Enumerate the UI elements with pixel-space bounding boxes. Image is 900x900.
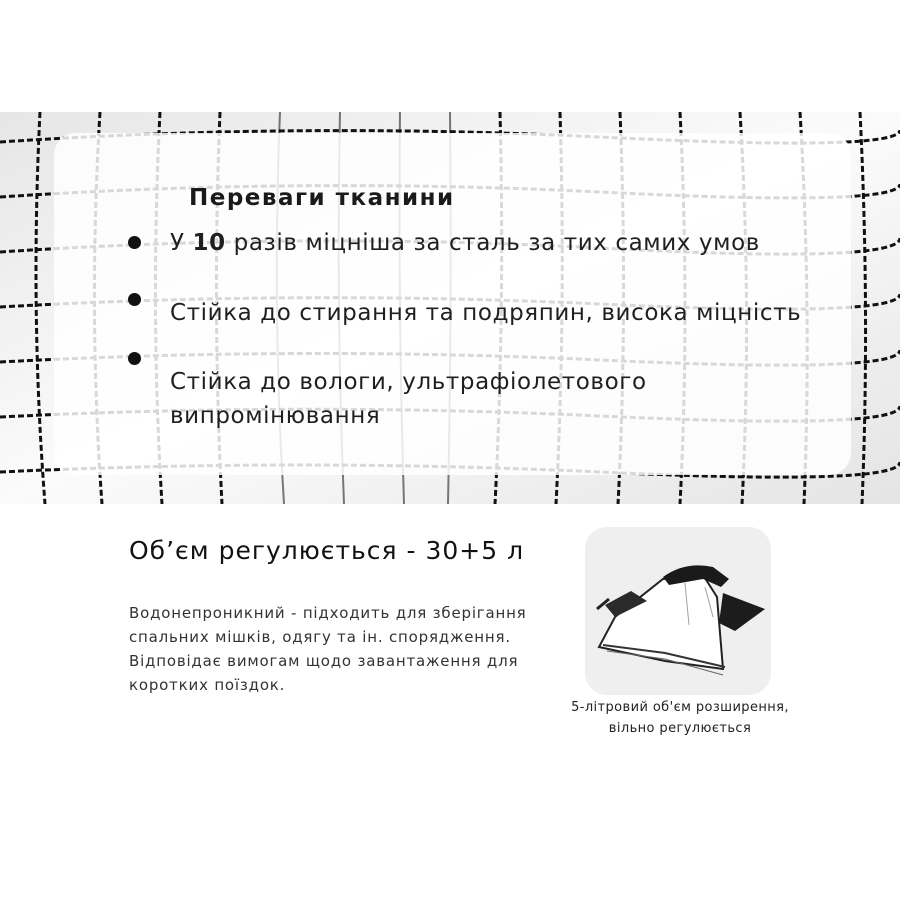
expansion-caption <box>540 697 820 739</box>
bullet-dot-icon <box>128 293 141 306</box>
expansion-caption-line1: 5-літровий об'єм розширення, <box>571 700 789 715</box>
fabric-benefits-title: Переваги тканини <box>189 185 455 211</box>
benefit-item-moisture: Стійка до вологи, ультрафіолетового випромінювання <box>170 369 647 429</box>
volume-title: Об’єм регулюється - 30+5 л <box>129 536 525 565</box>
benefit-item-abrasion: Стійка до стирання та подряпин, висока міцність <box>170 300 802 326</box>
bullet-dot-icon <box>128 236 141 249</box>
bag-expansion-photo <box>585 527 771 695</box>
volume-description: Водонепроникний - підходить для зберігання спальних мішків, одягу та ін. спорядження. Відповідає вимогам щодо завантаження для коротких поїздок. <box>129 604 527 694</box>
expansion-caption-line2: вільно регулюється <box>608 721 752 736</box>
bullet-dot-icon <box>128 352 141 365</box>
benefit-item-strength: У 10 разів міцніша за сталь за тих самих умов <box>170 230 760 256</box>
